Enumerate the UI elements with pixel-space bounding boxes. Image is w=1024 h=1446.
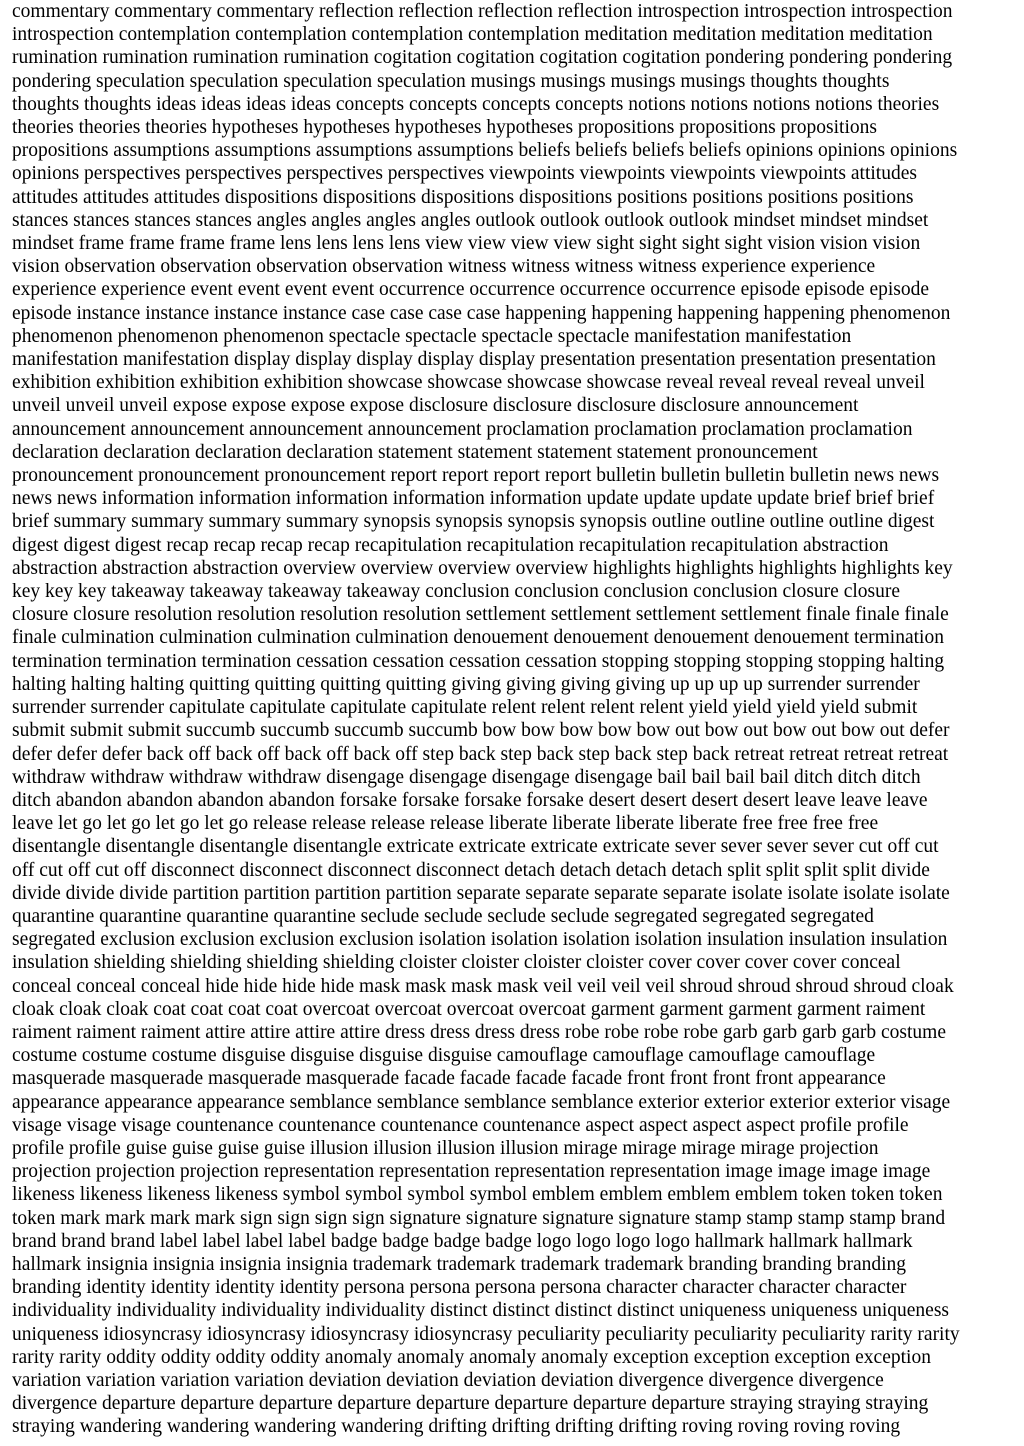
text-line: brief summary summary summary summary synopsis synopsis synopsis synopsis outline outline outline outline digest (12, 511, 935, 533)
text-line: branding identity identity identity identity persona persona persona persona character character character character (12, 1277, 907, 1299)
text-line: episode instance instance instance instance case case case case happening happening happening happening phenomenon (12, 302, 951, 324)
text-line: pronouncement pronouncement pronouncement report report report report bulletin bulletin bulletin bulletin news news (12, 465, 940, 487)
text-line: likeness likeness likeness likeness symbol symbol symbol symbol emblem emblem emblem emblem token token token (12, 1184, 943, 1206)
text-line: defer defer defer back off back off back off back off step back step back step back step back retreat retreat retreat retreat (12, 743, 949, 765)
text-line: individuality individuality individuality individuality distinct distinct distinct distinct uniqueness uniqueness uniqueness (12, 1300, 950, 1322)
text-line: insulation shielding shielding shielding shielding cloister cloister cloister cloister cover cover cover cover conceal (12, 952, 901, 974)
text-line: ditch abandon abandon abandon abandon forsake forsake forsake forsake desert desert desert desert leave leave leave (12, 789, 928, 811)
text-line: exhibition exhibition exhibition exhibition showcase showcase showcase showcase reveal reveal reveal reveal unveil (12, 372, 925, 394)
text-line: submit submit submit succumb succumb succumb succumb bow bow bow bow bow out bow out bow out bow out defer (12, 720, 950, 742)
text-line: straying wandering wandering wandering wandering drifting drifting drifting drifting roving roving roving roving (12, 1416, 901, 1438)
text-line: thoughts thoughts ideas ideas ideas ideas concepts concepts concepts concepts notions notions notions notions theories (12, 93, 940, 115)
text-line: stances stances stances stances angles angles angles angles outlook outlook outlook outlook mindset mindset mindset (12, 209, 929, 231)
text-line: token mark mark mark mark sign sign sign sign signature signature signature signature stamp stamp stamp stamp brand (12, 1207, 946, 1229)
text-line: segregated exclusion exclusion exclusion exclusion isolation isolation isolation isolation insulation insulation insulation (12, 929, 948, 951)
text-line: mindset frame frame frame frame lens lens lens lens view view view view sight sight sight sight vision vision vision (12, 233, 921, 255)
text-line: theories theories theories hypotheses hypotheses hypotheses hypotheses propositions propositions propositions (12, 117, 877, 139)
text-line: brand brand brand label label label label badge badge badge badge logo logo logo logo hallmark hallmark hallmark (12, 1230, 913, 1252)
text-line: finale culmination culmination culmination culmination denouement denouement denouement denouement termination (12, 627, 944, 649)
text-line: conceal conceal conceal hide hide hide hide mask mask mask mask veil veil veil veil shroud shroud shroud shroud cloak (12, 975, 954, 997)
text-line: surrender surrender capitulate capitulate capitulate capitulate relent relent relent relent yield yield yield yield submit (12, 697, 918, 719)
text-line: halting halting halting quitting quitting quitting quitting giving giving giving giving up up up up surrender surrender (12, 673, 920, 695)
text-line: costume costume costume disguise disguise disguise disguise camouflage camouflage camouflage camouflage (12, 1045, 876, 1067)
text-line: leave let go let go let go let go release release release release liberate liberate liberate liberate free free free free (12, 813, 879, 835)
text-line: vision observation observation observation observation witness witness witness witness experience experience (12, 256, 876, 278)
text-line: profile profile guise guise guise guise illusion illusion illusion illusion mirage mirage mirage mirage projection (12, 1137, 879, 1159)
text-line: quarantine quarantine quarantine quarantine seclude seclude seclude seclude segregated segregated segregated (12, 905, 874, 927)
text-line: termination termination termination cessation cessation cessation cessation stopping stopping stopping stopping halting (12, 650, 945, 672)
text-line: key key key takeaway takeaway takeaway takeaway conclusion conclusion conclusion conclusion closure closure (12, 581, 901, 603)
text-line: masquerade masquerade masquerade masquerade facade facade facade facade front front front front appearance (12, 1068, 886, 1090)
text-line: projection projection projection representation representation representation representation image image image image (12, 1161, 931, 1183)
text-line: news news information information information information information update update update update brief brief brief (12, 488, 935, 510)
text-line: commentary commentary commentary reflection reflection reflection reflection introspection introspection introspection (12, 1, 953, 22)
text-line: announcement announcement announcement announcement proclamation proclamation proclamation proclamation (12, 418, 913, 440)
text-line: divide divide divide partition partition partition partition separate separate separate separate isolate isolate isolate isolate (12, 882, 950, 904)
text-line: rarity rarity oddity oddity oddity oddity anomaly anomaly anomaly anomaly exception exception exception exception (12, 1346, 931, 1368)
text-line: unveil unveil unveil expose expose expose expose disclosure disclosure disclosure disclosure announcement (12, 395, 859, 417)
text-line: variation variation variation variation deviation deviation deviation deviation divergence divergence divergence (12, 1369, 884, 1391)
text-line: off cut off cut off disconnect disconnect disconnect disconnect detach detach detach detach split split split split divide (12, 859, 930, 881)
text-line: attitudes attitudes attitudes dispositions dispositions dispositions dispositions positions positions positions positions (12, 186, 914, 208)
text-line: abstraction abstraction abstraction overview overview overview overview highlights highlights highlights highlights key (12, 557, 953, 579)
text-line: closure closure resolution resolution resolution resolution settlement settlement settlement settlement finale finale finale (12, 604, 949, 626)
text-line: withdraw withdraw withdraw withdraw disengage disengage disengage disengage bail bail bail bail ditch ditch ditch (12, 766, 921, 788)
text-line: manifestation manifestation display display display display display presentation presentation presentation presentation (12, 349, 936, 371)
text-line: raiment raiment raiment attire attire attire attire dress dress dress dress robe robe robe robe garb garb garb garb costume (12, 1021, 947, 1043)
text-line: opinions perspectives perspectives perspectives perspectives viewpoints viewpoints viewpoints viewpoints attitudes (12, 163, 917, 185)
text-line: hallmark insignia insignia insignia insignia trademark trademark trademark trademark branding branding branding (12, 1253, 907, 1275)
text-line: cloak cloak cloak coat coat coat coat overcoat overcoat overcoat overcoat garment garment garment garment raiment (12, 998, 926, 1020)
text-line: declaration declaration declaration declaration statement statement statement statement pronouncement (12, 441, 818, 463)
text-line: appearance appearance appearance semblance semblance semblance semblance exterior exterior exterior exterior visage (12, 1091, 951, 1113)
text-line: phenomenon phenomenon phenomenon spectacle spectacle spectacle spectacle manifestation manifestation (12, 325, 852, 347)
text-line: visage visage visage countenance countenance countenance countenance aspect aspect aspect aspect profile profile (12, 1114, 909, 1136)
text-line: introspection contemplation contemplation contemplation contemplation meditation meditation meditation meditation (12, 24, 933, 46)
text-line: disentangle disentangle disentangle disentangle extricate extricate extricate extricate sever sever sever sever cut off cut (12, 836, 939, 858)
text-line: uniqueness idiosyncrasy idiosyncrasy idiosyncrasy idiosyncrasy peculiarity peculiarity peculiarity peculiarity rarity rarity (12, 1323, 960, 1345)
text-line: propositions assumptions assumptions assumptions assumptions beliefs beliefs beliefs beliefs opinions opinions opinions (12, 140, 958, 162)
text-line: digest digest digest recap recap recap recap recapitulation recapitulation recapitulation recapitulation abstraction (12, 534, 889, 556)
text-line: divergence departure departure departure departure departure departure departure departure straying straying straying (12, 1393, 929, 1415)
text-line: pondering speculation speculation speculation speculation musings musings musings musings thoughts thoughts (12, 70, 890, 92)
text-line: experience experience event event event event occurrence occurrence occurrence occurrence episode episode episode (12, 279, 930, 301)
text-line: rumination rumination rumination rumination cogitation cogitation cogitation cogitation pondering pondering pondering (12, 47, 953, 69)
